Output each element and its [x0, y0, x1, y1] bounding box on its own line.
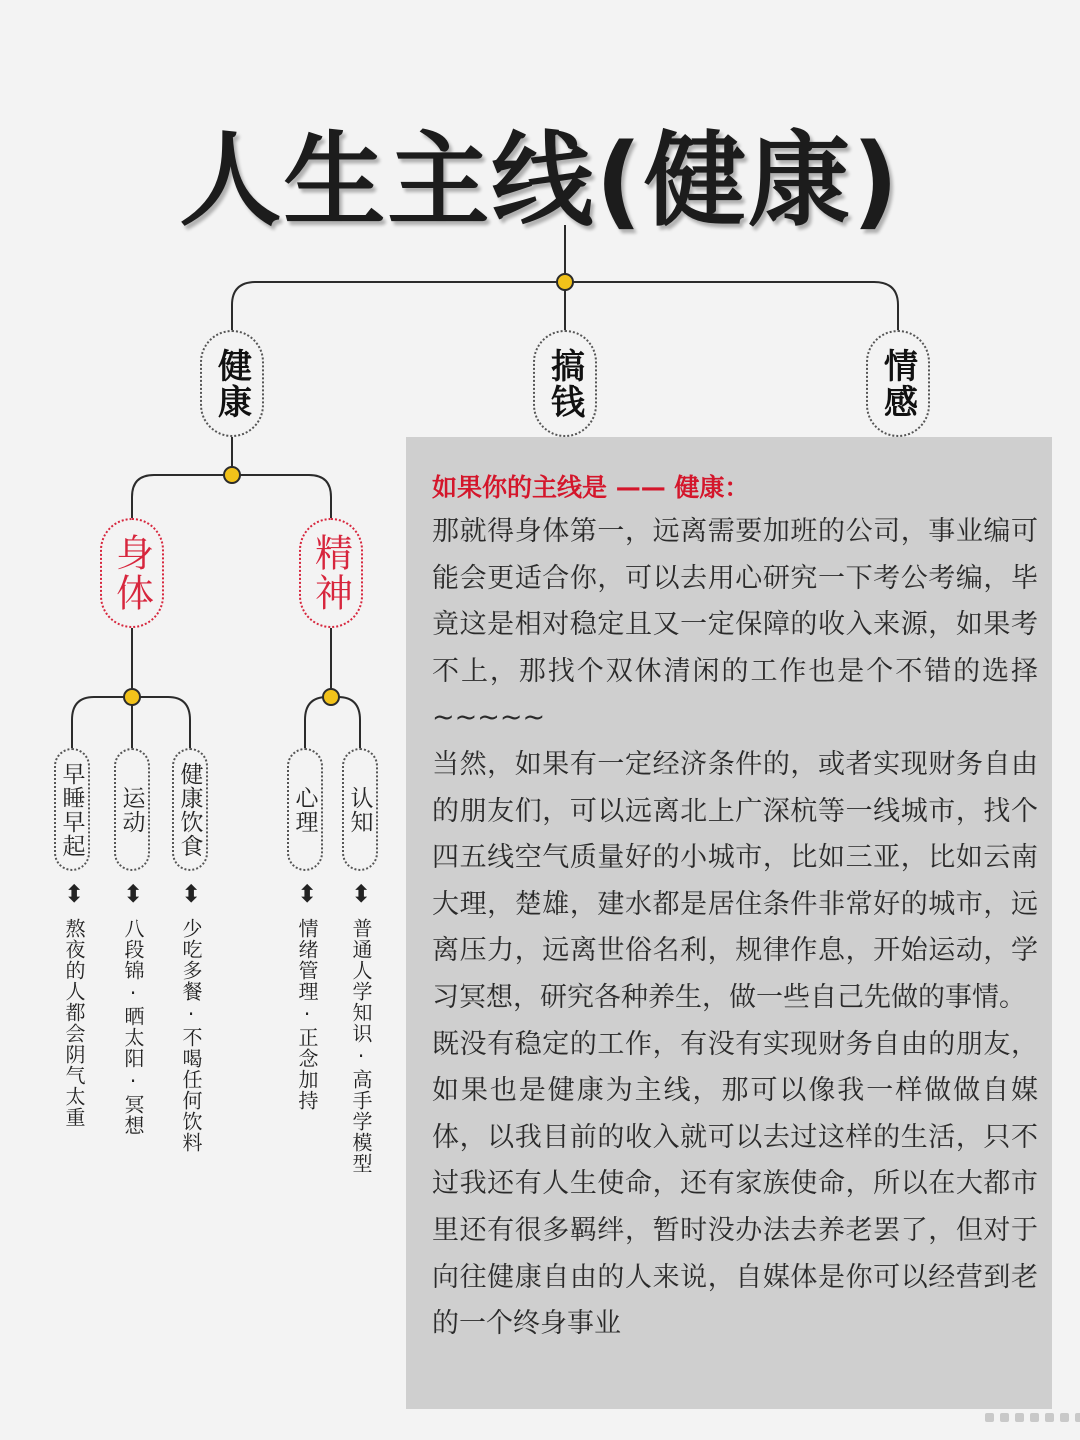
leaf-exercise-note: 八段锦·晒太阳·冥想 — [121, 918, 145, 1136]
body-node-dot — [124, 689, 140, 705]
arrow-icon: ⬍ — [347, 880, 375, 909]
panel-paragraph-3: 既没有稳定的工作，有没有实现财务自由的朋友，如果也是健康为主线，那可以像我一样做做自媒体，以我目前的收入就可以去过这样的生活，只不过我还有人生使命，还有家族使命，所以在大都市里还有很多羁绊，暂时没办法去养老罢了，但对于向往健康自由的人来说，自媒体是你可以经营到老的一个终身事业 — [432, 1028, 1038, 1340]
leaf-cognition-note: 普通人学知识·高手学模型 — [349, 918, 373, 1174]
panel-paragraph-2: 当然，如果有一定经济条件的，或者实现财务自由的朋友们，可以远离北上广深杭等一线城市，找个四五线空气质量好的小城市，比如三亚，比如云南大理，楚雄，建水都是居住条件非常好的城市，远离压力，远离世俗名利，规律作息，开始运动，学习冥想，研究各种养生，做一些自己先做的事情。 — [432, 748, 1038, 1013]
panel-heading: 如果你的主线是 —— 健康： — [432, 473, 750, 502]
root-node-dot — [557, 274, 573, 290]
sub-body: 身体 — [100, 518, 164, 628]
leaf-exercise: 运动 — [114, 748, 150, 871]
leaf-mind-note: 情绪管理·正念加持 — [295, 918, 319, 1111]
arrow-icon: ⬍ — [119, 880, 147, 909]
health-node-dot — [224, 467, 240, 483]
leaf-sleep-note: 熬夜的人都会阴气太重 — [62, 918, 86, 1128]
watermark-icon — [985, 1413, 1080, 1422]
leaf-cognition: 认知 — [342, 748, 378, 871]
sub-spirit: 精神 — [299, 518, 363, 628]
spirit-node-dot — [323, 689, 339, 705]
arrow-icon: ⬍ — [60, 880, 88, 909]
arrow-icon: ⬍ — [177, 880, 205, 909]
leaf-sleep: 早睡早起 — [54, 748, 90, 871]
branch-health: 健康 — [200, 330, 264, 437]
panel-paragraph-1: 那就得身体第一，远离需要加班的公司，事业编可能会更适合你，可以去用心研究一下考公考编，毕竟这是相对稳定且又一定保障的收入来源，如果考不上，那找个双休清闲的工作也是个不错的选择~~~~~ — [432, 516, 1038, 734]
branch-money: 搞钱 — [533, 330, 597, 437]
leaf-mind: 心理 — [287, 748, 323, 871]
page-title: 人生主线(健康) — [179, 122, 901, 241]
leaf-diet-note: 少吃多餐·不喝任何饮料 — [179, 918, 203, 1153]
leaf-diet: 健康饮食 — [172, 748, 208, 871]
arrow-icon: ⬍ — [293, 880, 321, 909]
explanation-panel — [406, 437, 1052, 1409]
branch-emotion: 情感 — [866, 330, 930, 437]
